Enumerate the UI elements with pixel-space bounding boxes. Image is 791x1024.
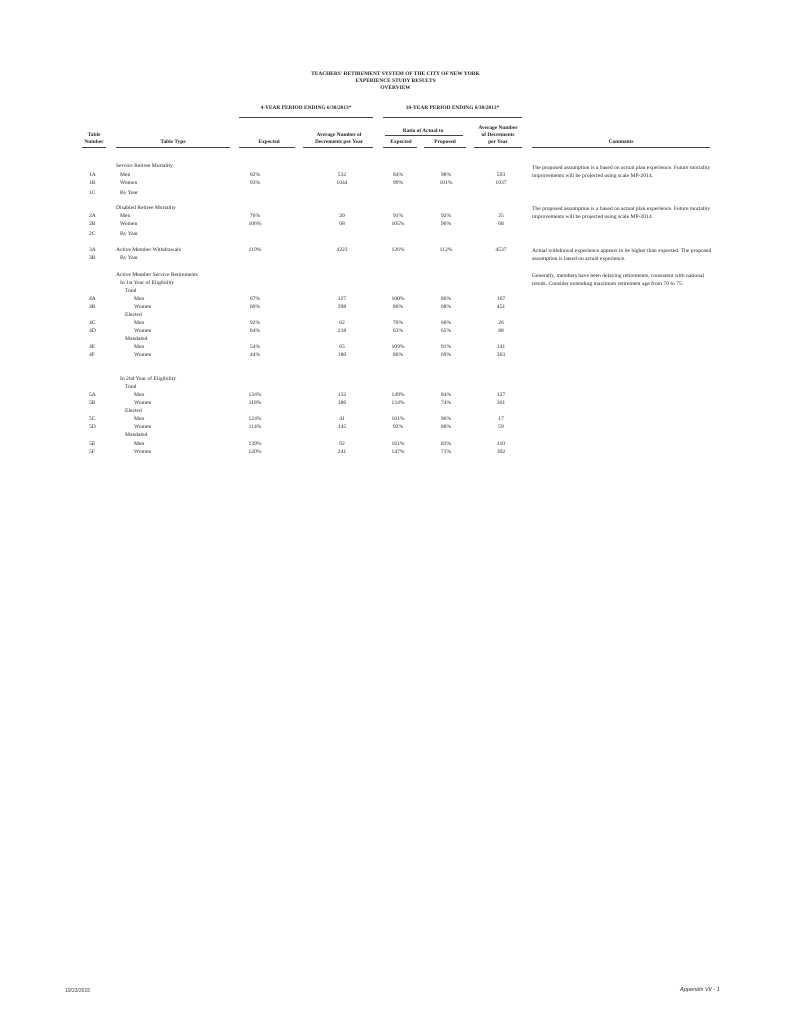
header-avg-decrements-10yr xyxy=(472,125,524,146)
footer-date: 10/23/2015 xyxy=(65,988,91,994)
table-type: In 2nd Year of Eligibility xyxy=(120,376,177,382)
avg-decrements-4yr: 62 xyxy=(339,320,345,326)
avg-decrements-10yr: 363 xyxy=(496,352,506,358)
ratio-proposed: 101% xyxy=(439,180,453,186)
table-number: 1A xyxy=(89,172,96,178)
table-row xyxy=(0,335,791,343)
ratio-proposed: 96% xyxy=(440,221,452,227)
avg-decrements-10yr: 127 xyxy=(496,392,506,398)
table-type: Women xyxy=(134,400,152,406)
table-row xyxy=(0,431,791,439)
table-type: Women xyxy=(134,328,152,334)
table-number: 4E xyxy=(89,344,96,350)
avg-decrements-4yr: 4223 xyxy=(336,247,348,253)
expected-value: 114% xyxy=(248,424,262,430)
ratio-expected: 70% xyxy=(392,320,404,326)
avg-decrements-4yr: 41 xyxy=(339,416,345,422)
table-type: Disabled Retiree Mortality xyxy=(116,205,176,211)
table-row xyxy=(0,423,791,431)
table-type: By Year xyxy=(120,231,139,237)
ratio-proposed: 88% xyxy=(440,424,452,430)
header-avg10-line-2: of Decrements xyxy=(481,132,515,138)
ratio-expected: 80% xyxy=(392,304,404,310)
table-row xyxy=(0,399,791,407)
header-ratio-group-rule xyxy=(385,135,463,136)
avg-decrements-10yr: 167 xyxy=(496,296,506,302)
table-row xyxy=(0,287,791,295)
header-avg-decrements-4yr xyxy=(301,132,377,146)
header-avg4-line-2: Decrements per Year xyxy=(314,139,364,145)
ratio-expected: 109% xyxy=(391,344,405,350)
table-number: 4D xyxy=(89,328,96,334)
table-number: 3A xyxy=(89,247,96,253)
header-avg10-rule xyxy=(474,147,522,148)
avg-decrements-10yr: 110 xyxy=(496,441,506,447)
ratio-expected: 91% xyxy=(392,213,404,219)
table-row xyxy=(0,448,791,456)
avg-decrements-10yr: 302 xyxy=(496,449,506,455)
table-row xyxy=(0,375,791,383)
ratio-expected: 101% xyxy=(391,416,405,422)
table-type: Total xyxy=(125,288,137,294)
document-title xyxy=(0,71,791,92)
expected-value: 84% xyxy=(249,328,261,334)
table-row xyxy=(0,189,791,197)
expected-value: 106% xyxy=(248,221,262,227)
period-10yr-label: 10-YEAR PERIOD ENDING 6/30/2013* xyxy=(405,105,500,111)
ratio-expected: 99% xyxy=(392,180,404,186)
avg-decrements-4yr: 68 xyxy=(339,221,345,227)
table-type: Women xyxy=(134,352,152,358)
ratio-expected: 105% xyxy=(391,221,405,227)
table-row xyxy=(0,343,791,351)
table-type: Active Member Service Retirements xyxy=(116,272,198,278)
table-type: Mandated xyxy=(125,336,148,342)
table-number: 5B xyxy=(89,400,96,406)
table-type: Men xyxy=(134,296,145,302)
table-type: By Year xyxy=(120,255,139,261)
header-table-number-line-1: Table xyxy=(87,132,101,138)
header-table-type-rule xyxy=(116,147,230,148)
header-avg10-line-1: Average Number xyxy=(478,125,518,131)
table-type: Men xyxy=(134,320,145,326)
avg-decrements-4yr: 127 xyxy=(337,296,347,302)
expected-value: 76% xyxy=(249,213,261,219)
table-type: Men xyxy=(134,416,145,422)
table-number: 4F xyxy=(89,352,95,358)
period-4yr-rule xyxy=(239,117,373,118)
comment-disabled-retiree-mortality: The proposed assumption is a based on actual plan experience. Future mortality improvements will be projected using scale MP-2014. xyxy=(532,206,711,220)
table-number: 5A xyxy=(89,392,96,398)
header-table-type: Table Type xyxy=(160,139,186,145)
header-table-number xyxy=(78,132,110,146)
table-number: 4B xyxy=(89,304,96,310)
avg-decrements-10yr: 25 xyxy=(498,213,504,219)
header-ratio-group: Ratio of Actual to xyxy=(402,128,444,134)
table-type: Elected xyxy=(125,312,142,318)
ratio-expected: 161% xyxy=(391,441,405,447)
expected-value: 44% xyxy=(249,352,261,358)
table-row xyxy=(0,407,791,415)
avg-decrements-4yr: 398 xyxy=(337,304,347,310)
table-row xyxy=(0,179,791,187)
ratio-expected: 63% xyxy=(392,328,404,334)
table-row xyxy=(0,440,791,448)
ratio-expected: 134% xyxy=(391,400,405,406)
avg-decrements-4yr: 180 xyxy=(337,352,347,358)
header-comments: Comments xyxy=(608,139,634,145)
ratio-expected: 92% xyxy=(392,424,404,430)
avg-decrements-10yr: 17 xyxy=(498,416,504,422)
avg-decrements-10yr: 59 xyxy=(498,424,504,430)
table-number: 2A xyxy=(89,213,96,219)
header-avg4-line-1: Average Number of xyxy=(316,132,362,138)
table-row xyxy=(0,303,791,311)
table-number: 1C xyxy=(89,190,96,196)
expected-value: 67% xyxy=(249,296,261,302)
ratio-expected: 147% xyxy=(391,449,405,455)
table-type: Men xyxy=(134,344,145,350)
ratio-expected: 84% xyxy=(392,172,404,178)
table-type: Women xyxy=(134,449,152,455)
ratio-proposed: 65% xyxy=(440,328,452,334)
footer-page-number: Appendix VII - 1 xyxy=(680,987,720,993)
table-type: Active Member Withdrawals xyxy=(116,247,181,253)
table-row xyxy=(0,415,791,423)
avg-decrements-10yr: 361 xyxy=(496,400,506,406)
comment-active-member-withdrawals: Actual withdrawal experience appears to be higher than expected. The proposed assumption is based on actual experience. xyxy=(532,248,712,262)
avg-decrements-4yr: 145 xyxy=(337,424,347,430)
avg-decrements-4yr: 92 xyxy=(339,441,345,447)
ratio-proposed: 86% xyxy=(440,296,452,302)
avg-decrements-10yr: 503 xyxy=(496,172,506,178)
expected-value: 119% xyxy=(248,247,262,253)
ratio-proposed: 69% xyxy=(440,352,452,358)
table-type: Men xyxy=(134,392,145,398)
avg-decrements-4yr: 65 xyxy=(339,344,345,350)
table-row xyxy=(0,230,791,238)
ratio-proposed: 96% xyxy=(440,416,452,422)
table-row xyxy=(0,383,791,391)
expected-value: 82% xyxy=(249,172,261,178)
header-table-number-rule xyxy=(82,147,106,148)
table-row xyxy=(0,319,791,327)
ratio-proposed: 112% xyxy=(439,247,453,253)
ratio-expected: 126% xyxy=(391,247,405,253)
header-table-number-line-2: Number xyxy=(84,139,104,145)
ratio-proposed: 91% xyxy=(440,344,452,350)
avg-decrements-4yr: 386 xyxy=(337,400,347,406)
table-number: 5D xyxy=(89,424,96,430)
header-ratio-proposed: Proposed xyxy=(434,139,456,145)
avg-decrements-4yr: 20 xyxy=(339,213,345,219)
table-number: 2C xyxy=(89,231,96,237)
expected-value: 118% xyxy=(248,400,262,406)
ratio-proposed: 83% xyxy=(440,441,452,447)
expected-value: 93% xyxy=(249,180,261,186)
ratio-expected: 86% xyxy=(392,352,404,358)
table-type: Service Retiree Mortality xyxy=(116,163,173,169)
table-type: Men xyxy=(120,172,131,178)
avg-decrements-10yr: 141 xyxy=(496,344,506,350)
table-row xyxy=(0,351,791,359)
header-avg4-rule xyxy=(303,147,373,148)
ratio-expected: 100% xyxy=(391,296,405,302)
avg-decrements-4yr: 532 xyxy=(337,172,347,178)
expected-value: 120% xyxy=(248,449,262,455)
table-type: Women xyxy=(134,304,152,310)
table-number: 2B xyxy=(89,221,96,227)
ratio-proposed: 92% xyxy=(440,213,452,219)
table-row xyxy=(0,311,791,319)
avg-decrements-10yr: 1037 xyxy=(495,180,507,186)
header-comments-rule xyxy=(532,147,710,148)
expected-value: 60% xyxy=(249,304,261,310)
table-row xyxy=(0,220,791,228)
period-4yr-label: 4-YEAR PERIOD ENDING 6/30/2013* xyxy=(260,105,352,111)
table-type: Men xyxy=(120,213,131,219)
avg-decrements-10yr: 451 xyxy=(496,304,506,310)
ratio-expected: 149% xyxy=(391,392,405,398)
table-row xyxy=(0,327,791,335)
table-type: In 1st Year of Eligibility xyxy=(120,280,175,286)
avg-decrements-10yr: 26 xyxy=(498,320,504,326)
table-type: Women xyxy=(120,221,138,227)
title-line-2: EXPERIENCE STUDY RESULTS xyxy=(355,78,436,84)
table-type: Men xyxy=(134,441,145,447)
expected-value: 92% xyxy=(249,320,261,326)
avg-decrements-4yr: 218 xyxy=(337,328,347,334)
table-type: Elected xyxy=(125,408,142,414)
table-number: 4C xyxy=(89,320,96,326)
ratio-proposed: 68% xyxy=(440,304,452,310)
table-number: 5E xyxy=(89,441,96,447)
table-type: Women xyxy=(134,424,152,430)
comment-service-retiree-mortality: The proposed assumption is a based on actual plan experience. Future mortality improvements will be projected using scale MP-2014. xyxy=(532,165,711,179)
expected-value: 124% xyxy=(248,416,262,422)
avg-decrements-10yr: 88 xyxy=(498,328,504,334)
expected-value: 134% xyxy=(248,392,262,398)
table-type: Women xyxy=(120,180,138,186)
expected-value: 54% xyxy=(249,344,261,350)
table-number: 3B xyxy=(89,255,96,261)
comment-service-retirements: Generally, members have been delaying retirements, consistent with national trends. Consider extending maximum retirement age from 70 to 75. xyxy=(532,273,705,287)
header-avg10-line-3: per Year xyxy=(488,139,508,145)
expected-value: 139% xyxy=(248,441,262,447)
table-row xyxy=(0,295,791,303)
avg-decrements-10yr: 68 xyxy=(498,221,504,227)
period-10yr-rule xyxy=(383,117,522,118)
table-number: 1B xyxy=(89,180,96,186)
table-type: By Year xyxy=(120,190,139,196)
ratio-proposed: 84% xyxy=(440,392,452,398)
header-ratio-proposed-rule xyxy=(424,147,466,148)
ratio-proposed: 74% xyxy=(440,400,452,406)
avg-decrements-4yr: 1044 xyxy=(336,180,348,186)
table-type: Total xyxy=(125,384,137,390)
avg-decrements-4yr: 132 xyxy=(337,392,347,398)
ratio-proposed: 71% xyxy=(440,449,452,455)
header-expected: Expected xyxy=(258,139,280,145)
title-line-3: OVERVIEW xyxy=(380,85,411,91)
header-ratio-expected-rule xyxy=(383,147,417,148)
avg-decrements-10yr: 4537 xyxy=(495,247,507,253)
table-number: 5F xyxy=(89,449,95,455)
header-ratio-expected: Expected xyxy=(390,139,412,145)
avg-decrements-4yr: 241 xyxy=(337,449,347,455)
header-expected-rule xyxy=(239,147,295,148)
table-number: 5C xyxy=(89,416,96,422)
ratio-proposed: 66% xyxy=(440,320,452,326)
ratio-proposed: 98% xyxy=(440,172,452,178)
table-row xyxy=(0,391,791,399)
title-line-1: TEACHERS' RETIREMENT SYSTEM OF THE CITY OF NEW YORK xyxy=(311,71,480,77)
table-type: Mandated xyxy=(125,432,148,438)
table-number: 4A xyxy=(89,296,96,302)
